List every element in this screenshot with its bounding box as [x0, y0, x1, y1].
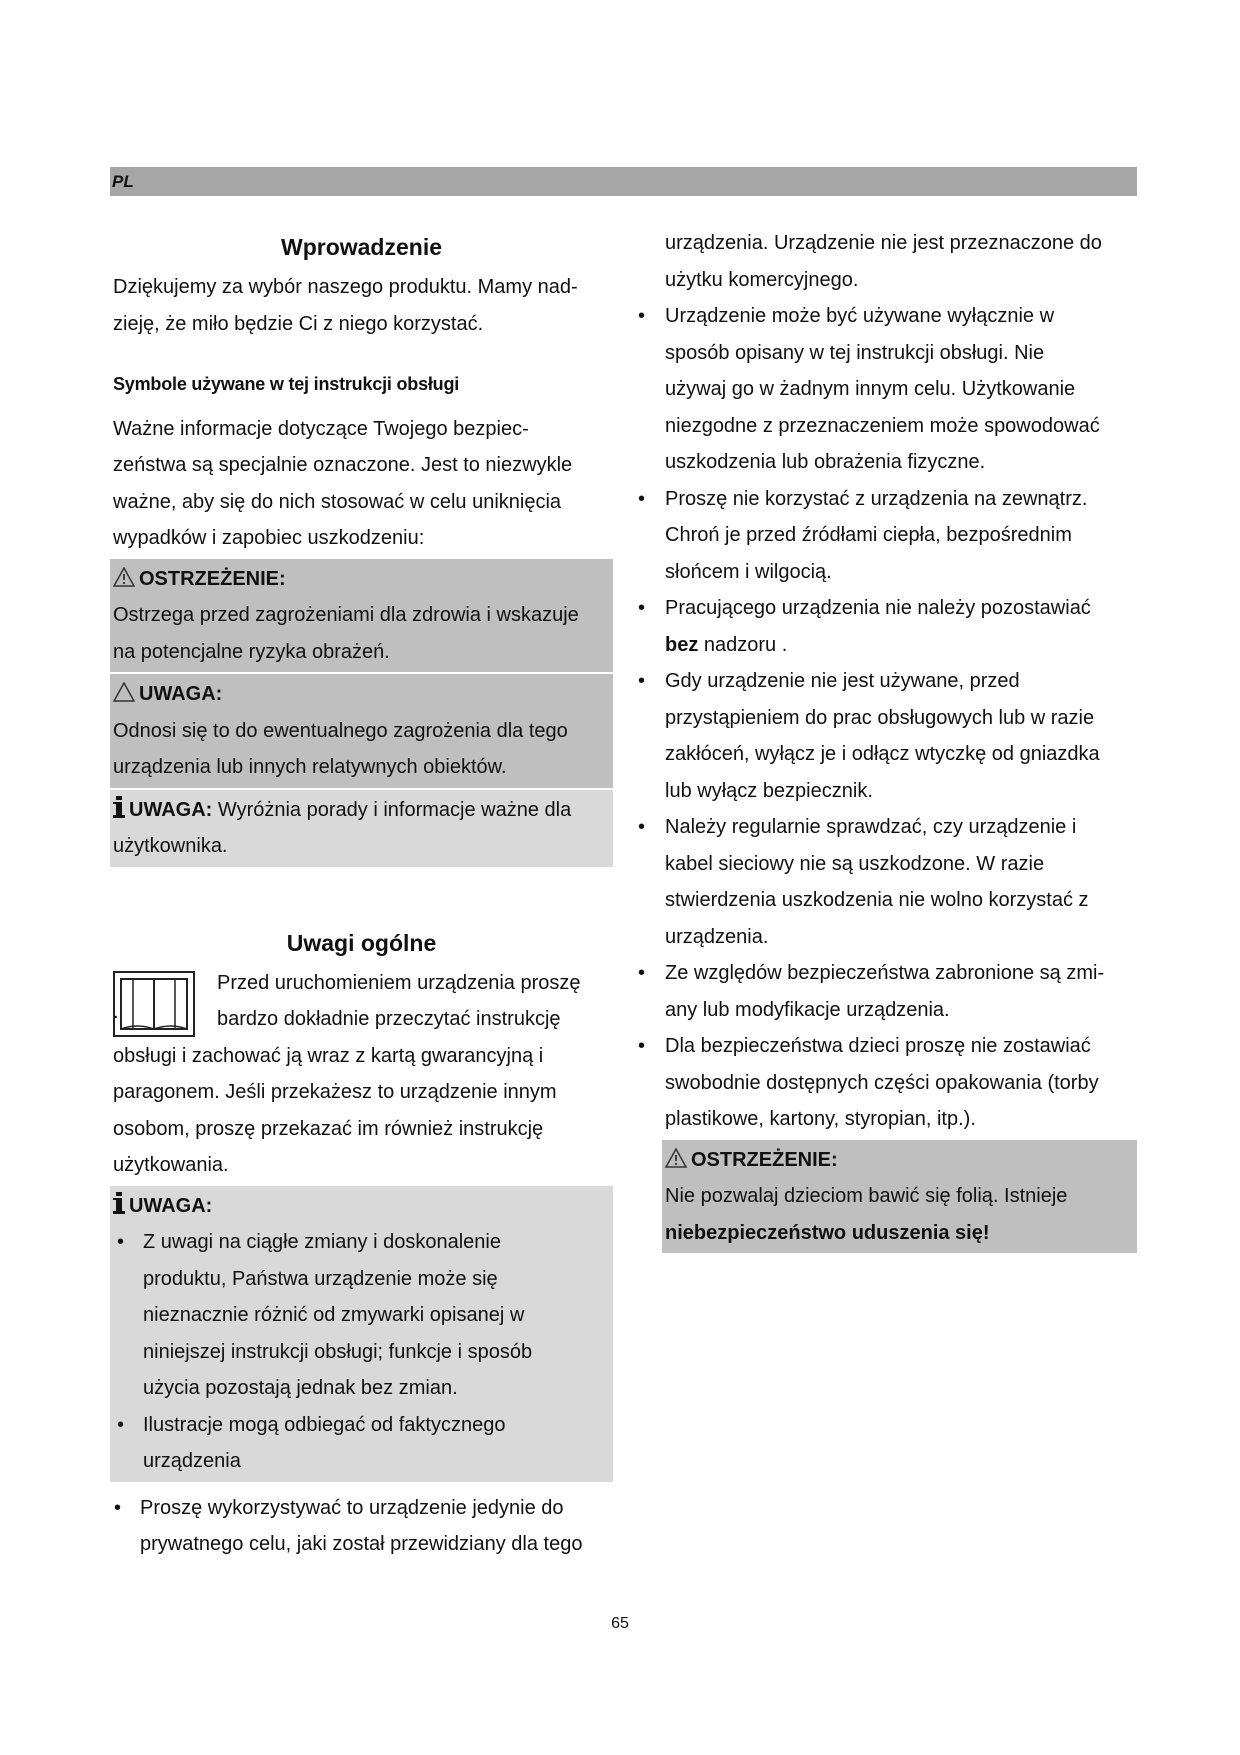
general-line: paragonem. Jeśli przekażesz to urządzenie innym: [113, 1081, 557, 1103]
list-item-line: Chroń je przed źródłami ciepła, bezpośrednim: [665, 524, 1072, 546]
caution-title: UWAGA:: [139, 683, 223, 705]
symbols-text-line: wypadków i zapobiec uszkodzeniu:: [113, 527, 425, 549]
caution-box: [110, 674, 613, 788]
list-item-line: plastikowe, kartony, styropian, itp.).: [665, 1108, 976, 1130]
list-item-line: niniejszej instrukcji obsługi; funkcje i sposób: [143, 1340, 533, 1363]
page-number: 65: [611, 1615, 629, 1632]
caution-line: Odnosi się to do ewentualnego zagrożenia dla tego: [113, 719, 568, 742]
intro-line: Dziękujemy za wybór naszego produktu. Mamy nad-: [113, 276, 578, 298]
right-column: [665, 225, 1137, 1253]
symbols-text-line: zeństwa są specjalnie oznaczone. Jest to niezwykle: [113, 454, 573, 476]
info-text: Wyróżnia porady i informacje ważne dla: [212, 798, 572, 821]
section-title-general: Uwagi ogólne: [286, 929, 437, 956]
list-item-line: Gdy urządzenie nie jest używane, przed: [665, 670, 1020, 692]
warning-title: OSTRZEŻENIE:: [691, 1148, 838, 1171]
list-item: [665, 955, 1137, 1028]
left-column: [110, 225, 613, 1563]
list-item-line: słońcem i wilgocią.: [665, 560, 832, 583]
note-title: UWAGA:: [129, 1194, 213, 1217]
list-item-line: produktu, Państwa urządzenie może się: [143, 1267, 498, 1290]
list-item-line: Pracującego urządzenia nie należy pozostawiać: [665, 597, 1091, 619]
list-item-line: zakłóceń, wyłącz je i odłącz wtyczkę od gniazdka: [665, 743, 1100, 765]
general-line: osobom, proszę przekazać im również instrukcję: [113, 1117, 544, 1140]
info-line: użytkownika.: [113, 835, 228, 857]
list-item: [665, 481, 1137, 591]
continued-line: użytku komercyjnego.: [665, 268, 859, 291]
warning-line: na potencjalne ryzyka obrażeń.: [113, 640, 390, 663]
warning-title: OSTRZEŻENIE:: [139, 567, 286, 590]
list-item-line: niezgodne z przeznaczeniem może spowodować: [665, 414, 1100, 437]
caution-triangle-icon: [113, 682, 135, 702]
symbols-heading: Symbole używane w tej instrukcji obsługi: [113, 374, 460, 394]
list-item-line: nieznacznie różnić od zmywarki opisanej w: [143, 1304, 525, 1326]
list-item-line: urządzenia.: [665, 925, 769, 948]
list-item-line: uszkodzenia lub obrażenia fizyczne.: [665, 451, 986, 473]
list-item-line: sposób opisany w tej instrukcji obsługi. Nie: [665, 341, 1045, 364]
book-dot: .: [113, 1000, 119, 1023]
note-list: [113, 1224, 610, 1480]
list-item: [665, 590, 1137, 663]
list-item-line: Proszę nie korzystać z urządzenia na zewnątrz.: [665, 487, 1088, 510]
list-item: [110, 1490, 613, 1563]
list-item-line: Urządzenie może być używane wyłącznie w: [665, 305, 1055, 327]
list-item-line: Należy regularnie sprawdzać, czy urządzenie i: [665, 816, 1077, 838]
manual-note-line: Przed uruchomieniem urządzenia proszę: [217, 971, 581, 994]
caution-line: urządzenia lub innych relatywnych obiektów.: [113, 756, 507, 778]
info-icon: [113, 796, 125, 818]
symbols-text-line: Ważne informacje dotyczące Twojego bezpiec-: [113, 417, 529, 440]
info-title: UWAGA:: [129, 798, 213, 821]
list-item: [665, 809, 1137, 955]
warning-line: Nie pozwalaj dzieciom bawić się folią. Istnieje: [665, 1185, 1068, 1207]
warning-line: Ostrzega przed zagrożeniami dla zdrowia i wskazuje: [113, 604, 579, 626]
list-item: [665, 298, 1137, 481]
safety-list: [665, 298, 1137, 1138]
list-item: [665, 1028, 1137, 1138]
list-item: [665, 663, 1137, 809]
note-box: [110, 1186, 613, 1482]
warning-triangle-icon: [113, 567, 135, 587]
list-item-line: Ilustracje mogą odbiegać od faktycznego: [143, 1413, 506, 1436]
list-item-line: Ze względów bezpieczeństwa zabronione są zmi-: [665, 962, 1105, 984]
list-item-line: Dla bezpieczeństwa dzieci proszę nie zostawiać: [665, 1035, 1091, 1057]
warning-box-children: [662, 1140, 1137, 1254]
info-box: [110, 790, 613, 867]
warning-triangle-icon: [665, 1148, 687, 1168]
list-item-line: użycia pozostają jednak bez zmian.: [143, 1377, 458, 1399]
warning-box: [110, 559, 613, 673]
symbols-text-line: ważne, aby się do nich stosować w celu uniknięcia: [113, 490, 562, 513]
info-icon: [113, 1192, 125, 1214]
usage-list: [110, 1490, 613, 1563]
open-book-icon: [113, 971, 195, 1037]
list-item-line: używaj go w żadnym innym celu. Użytkowanie: [665, 378, 1076, 400]
manual-note-line: bardzo dokładnie przeczytać instrukcję: [217, 1008, 561, 1030]
general-line: obsługi i zachować ją wraz z kartą gwarancyjną i: [113, 1044, 544, 1067]
language-code: PL: [112, 172, 134, 191]
manual-note: [110, 965, 613, 1038]
list-item-line: przystąpieniem do prac obsługowych lub w razie: [665, 706, 1095, 729]
list-item-line: Z uwagi na ciągłe zmiany i doskonalenie: [143, 1231, 501, 1253]
list-item-line: kabel sieciowy nie są uszkodzone. W razie: [665, 852, 1045, 875]
continued-line: urządzenia. Urządzenie nie jest przeznaczone do: [665, 232, 1102, 254]
section-title-introduction: Wprowadzenie: [280, 234, 442, 260]
list-item: [113, 1224, 610, 1407]
list-item: [113, 1407, 610, 1480]
list-item-line: swobodnie dostępnych części opakowania (torby: [665, 1071, 1099, 1094]
list-item-line: stwierdzenia uszkodzenia nie wolno korzystać z: [665, 889, 1089, 911]
list-item-line: Proszę wykorzystywać to urządzenie jedynie do: [140, 1496, 564, 1519]
list-item-line: nadzoru .: [698, 633, 788, 656]
list-item-line: lub wyłącz bezpiecznik.: [665, 779, 873, 802]
general-line: użytkowania.: [113, 1154, 229, 1176]
list-item-line: any lub modyfikacje urządzenia.: [665, 998, 950, 1021]
intro-line: zieję, że miło będzie Ci z niego korzystać.: [113, 312, 484, 335]
list-item-line: prywatnego celu, jaki został przewidziany dla tego: [140, 1533, 583, 1555]
bold-word: bez: [665, 633, 699, 656]
language-header-bar: [110, 167, 1137, 196]
list-item-line: urządzenia: [143, 1450, 241, 1472]
warning-line-bold: niebezpieczeństwo uduszenia się!: [665, 1221, 990, 1244]
